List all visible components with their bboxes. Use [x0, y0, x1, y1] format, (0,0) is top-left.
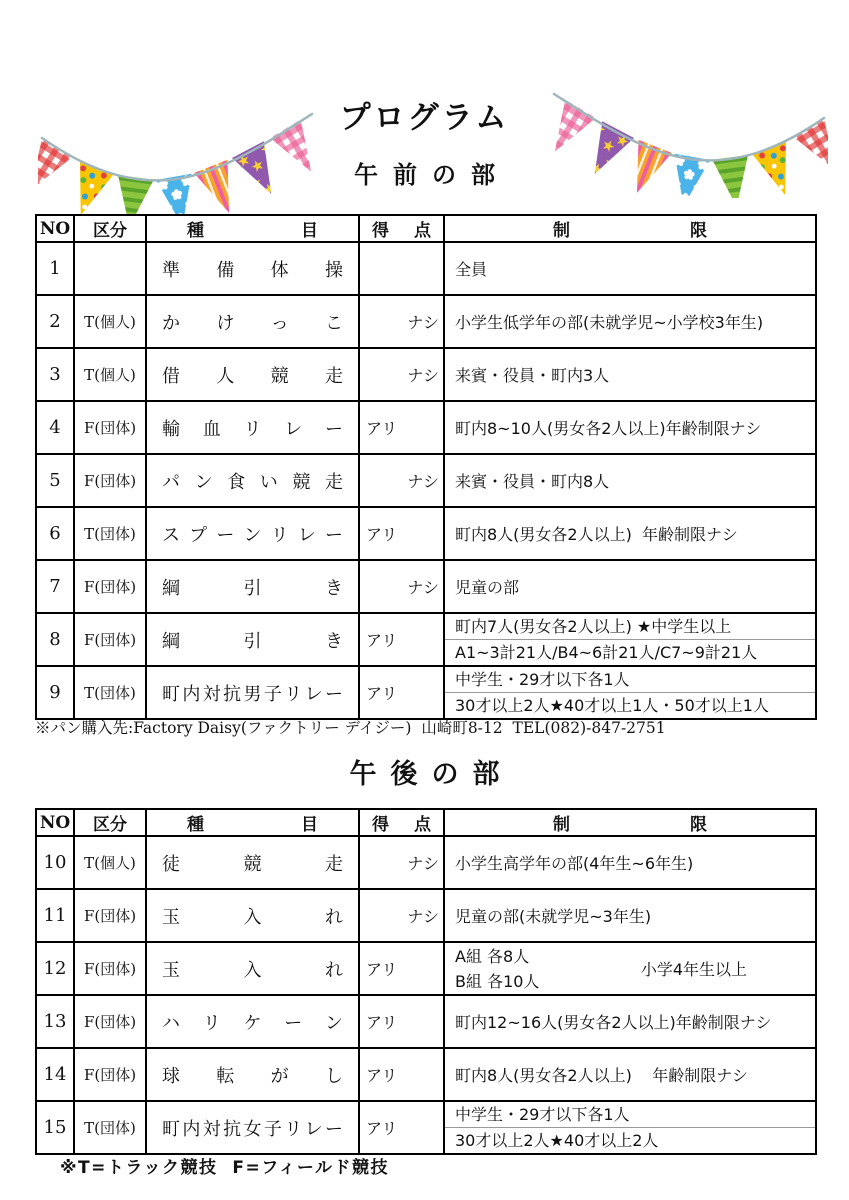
score-cell: アリ: [359, 995, 444, 1048]
table-row: [36, 454, 816, 507]
morning-session-heading: 午前の部: [354, 161, 510, 189]
division-cell: T(団体): [74, 1101, 146, 1154]
event-cell: 綱 引 き: [146, 560, 359, 613]
table-row: [36, 613, 816, 666]
score-cell: ナシ: [359, 889, 444, 942]
event-cell: 町 内 対 抗 男 子 リ レ ー: [146, 666, 359, 719]
row-number: 15: [36, 1101, 74, 1154]
division-cell: F(団体): [74, 1048, 146, 1101]
limit-cell: 町内8人(男女各2人以上) 年齢制限ナシ: [444, 1048, 816, 1101]
table-header-row: [36, 215, 816, 242]
limit-cell: 小学生高学年の部(4年生~6年生): [444, 836, 816, 889]
row-number: 6: [36, 507, 74, 560]
header-division: 区分: [74, 809, 146, 836]
event-cell: ハ リ ケ ー ン: [146, 995, 359, 1048]
limit-cell: 来賓・役員・町内3人: [444, 348, 816, 401]
event-cell: 玉 入 れ: [146, 942, 359, 995]
limit-cell: 町内12~16人(男女各2人以上)年齢制限ナシ: [444, 995, 816, 1048]
header-score: 得 点: [359, 215, 444, 242]
limit-cell: 中学生・29才以下各1人 30才以上2人★40才以上1人・50才以上1人: [444, 666, 816, 719]
header-event: 種 目: [146, 809, 359, 836]
division-cell: F(団体): [74, 995, 146, 1048]
event-cell: ス プ ー ン リ レ ー: [146, 507, 359, 560]
row-number: 3: [36, 348, 74, 401]
division-cell: T(個人): [74, 348, 146, 401]
score-cell: ナシ: [359, 295, 444, 348]
table-header-row: [36, 809, 816, 836]
header-event: 種 目: [146, 215, 359, 242]
table-row: [36, 1101, 816, 1154]
event-cell: 玉 入 れ: [146, 889, 359, 942]
track-field-legend-footnote: ※T=トラック競技 F=フィールド競技: [60, 1158, 390, 1178]
table-row: [36, 889, 816, 942]
score-cell: アリ: [359, 666, 444, 719]
table-row: [36, 666, 816, 719]
limit-cell: 児童の部: [444, 560, 816, 613]
division-cell: T(団体): [74, 507, 146, 560]
table-row: [36, 401, 816, 454]
table-row: [36, 1048, 816, 1101]
limit-cell: 全員: [444, 242, 816, 295]
score-cell: ナシ: [359, 348, 444, 401]
score-cell: アリ: [359, 613, 444, 666]
page-title: プログラム: [339, 100, 510, 136]
event-cell: 徒 競 走: [146, 836, 359, 889]
division-cell: F(団体): [74, 613, 146, 666]
score-cell: アリ: [359, 1048, 444, 1101]
division-cell: [74, 242, 146, 295]
table-row: [36, 295, 816, 348]
score-cell: [359, 242, 444, 295]
row-number: 12: [36, 942, 74, 995]
division-cell: F(団体): [74, 401, 146, 454]
row-number: 14: [36, 1048, 74, 1101]
event-cell: 輸 血 リ レ ー: [146, 401, 359, 454]
row-number: 13: [36, 995, 74, 1048]
limit-note: 小学4年生以上: [640, 960, 747, 979]
division-cell: T(個人): [74, 295, 146, 348]
event-cell: か け っ こ: [146, 295, 359, 348]
table-row: [36, 348, 816, 401]
header-limit: 制 限: [444, 809, 816, 836]
score-cell: ナシ: [359, 836, 444, 889]
row-number: 8: [36, 613, 74, 666]
event-cell: 綱 引 き: [146, 613, 359, 666]
row-number: 9: [36, 666, 74, 719]
morning-program-table: [35, 214, 817, 720]
header-division: 区分: [74, 215, 146, 242]
division-cell: T(個人): [74, 836, 146, 889]
row-number: 2: [36, 295, 74, 348]
division-cell: F(団体): [74, 889, 146, 942]
limit-cell: 中学生・29才以下各1人 30才以上2人★40才以上2人: [444, 1101, 816, 1154]
limit-cell: 小学生低学年の部(未就学児~小学校3年生): [444, 295, 816, 348]
row-number: 7: [36, 560, 74, 613]
division-cell: F(団体): [74, 942, 146, 995]
division-cell: F(団体): [74, 560, 146, 613]
row-number: 1: [36, 242, 74, 295]
afternoon-program-table: [35, 808, 817, 1155]
header-limit: 制 限: [444, 215, 816, 242]
event-cell: 借 人 競 走: [146, 348, 359, 401]
limit-cell: 児童の部(未就学児~3年生): [444, 889, 816, 942]
afternoon-session-heading: 午後の部: [349, 759, 514, 790]
table-row: [36, 507, 816, 560]
limit-cell: 町内7人(男女各2人以上) ★中学生以上 A1~3計21人/B4~6計21人/C7~9計21人: [444, 613, 816, 666]
limit-cell: 町内8人(男女各2人以上) 年齢制限ナシ: [444, 507, 816, 560]
score-cell: アリ: [359, 942, 444, 995]
event-cell: 球 転 が し: [146, 1048, 359, 1101]
event-cell: 準 備 体 操: [146, 242, 359, 295]
event-cell: パ ン 食 い 競 走: [146, 454, 359, 507]
row-number: 4: [36, 401, 74, 454]
division-cell: T(団体): [74, 666, 146, 719]
header-no: NO: [36, 809, 74, 836]
row-number: 5: [36, 454, 74, 507]
score-cell: アリ: [359, 401, 444, 454]
table-row: [36, 242, 816, 295]
bread-supplier-footnote: ※パン購入先:Factory Daisy(ファクトリー デイジー) 山崎町8-12 TEL(082)-847-2751: [35, 719, 666, 737]
score-cell: ナシ: [359, 560, 444, 613]
header-score: 得 点: [359, 809, 444, 836]
row-number: 11: [36, 889, 74, 942]
table-row: [36, 560, 816, 613]
score-cell: ナシ: [359, 454, 444, 507]
row-number: 10: [36, 836, 74, 889]
limit-cell: 町内8~10人(男女各2人以上)年齢制限ナシ: [444, 401, 816, 454]
score-cell: アリ: [359, 507, 444, 560]
table-row: [36, 942, 816, 995]
division-cell: F(団体): [74, 454, 146, 507]
limit-cell: A組 各8人 B組 各10人 小学4年生以上: [444, 942, 816, 995]
event-cell: 町 内 対 抗 女 子 リ レ ー: [146, 1101, 359, 1154]
table-row: [36, 836, 816, 889]
limit-cell: 来賓・役員・町内8人: [444, 454, 816, 507]
header-no: NO: [36, 215, 74, 242]
score-cell: アリ: [359, 1101, 444, 1154]
table-row: [36, 995, 816, 1048]
